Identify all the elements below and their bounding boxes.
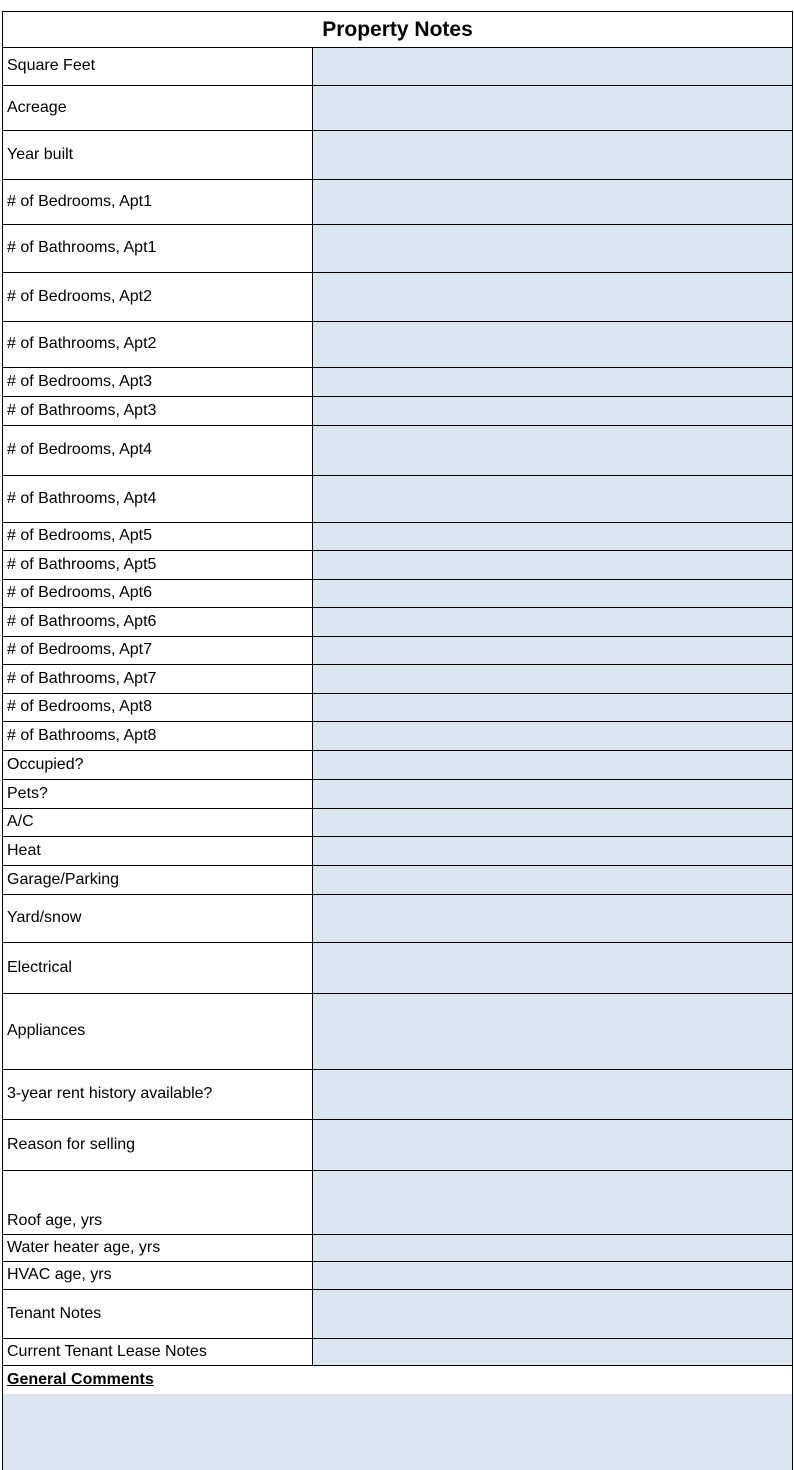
table-row	[3, 225, 792, 273]
table-row	[3, 551, 792, 580]
row-label-cell	[3, 1262, 313, 1289]
row-label: # of Bathrooms, Apt4	[7, 489, 157, 507]
row-value-cell[interactable]	[313, 665, 792, 693]
table-row	[3, 866, 792, 895]
table-row	[3, 273, 792, 322]
table-row	[3, 637, 792, 665]
row-label-cell	[3, 86, 313, 130]
row-label: # of Bedrooms, Apt3	[7, 372, 152, 390]
row-label: Year built	[7, 145, 74, 163]
row-value-cell[interactable]	[313, 809, 792, 836]
table-row	[3, 476, 792, 523]
row-label: Pets?	[7, 784, 48, 802]
table-row	[3, 943, 792, 994]
row-label: Reason for selling	[7, 1135, 136, 1153]
row-label-cell	[3, 1290, 313, 1338]
table-row	[3, 1290, 792, 1339]
table-row	[3, 1120, 792, 1171]
table-row	[3, 895, 792, 943]
row-label: # of Bedrooms, Apt1	[7, 192, 152, 210]
row-label-cell	[3, 780, 313, 808]
table-row	[3, 665, 792, 694]
row-label-cell	[3, 1171, 313, 1234]
row-value-cell[interactable]	[313, 273, 792, 321]
row-label: Electrical	[7, 958, 72, 976]
row-label-cell	[3, 580, 313, 607]
table-row	[3, 580, 792, 608]
row-value-cell[interactable]	[313, 994, 792, 1069]
table-row	[3, 1171, 792, 1235]
row-label-cell	[3, 809, 313, 836]
row-label-cell	[3, 273, 313, 321]
row-value-cell[interactable]	[313, 551, 792, 579]
row-label: # of Bedrooms, Apt7	[7, 641, 152, 659]
row-value-cell[interactable]	[313, 694, 792, 721]
row-value-cell[interactable]	[313, 637, 792, 664]
table-row	[3, 368, 792, 397]
row-label-cell	[3, 866, 313, 894]
row-label: # of Bathrooms, Apt1	[7, 239, 157, 257]
row-label: Water heater age, yrs	[7, 1238, 161, 1256]
row-label: Yard/snow	[7, 909, 82, 927]
row-label-cell	[3, 608, 313, 636]
row-value-cell[interactable]	[313, 397, 792, 425]
row-label: Heat	[7, 841, 41, 859]
row-value-cell[interactable]	[313, 608, 792, 636]
table-rows-container	[3, 48, 792, 1366]
row-label-cell	[3, 943, 313, 993]
row-value-cell[interactable]	[313, 943, 792, 993]
row-label-cell	[3, 368, 313, 396]
row-label: Acreage	[7, 98, 67, 116]
row-label: Occupied?	[7, 755, 84, 773]
table-row	[3, 523, 792, 551]
row-label: # of Bedrooms, Apt5	[7, 527, 152, 545]
row-label-cell	[3, 722, 313, 750]
table-row	[3, 131, 792, 180]
row-value-cell[interactable]	[313, 580, 792, 607]
page-title: Property Notes	[322, 17, 473, 41]
row-label: # of Bathrooms, Apt8	[7, 726, 157, 744]
row-value-cell[interactable]	[313, 86, 792, 130]
row-label: # of Bathrooms, Apt3	[7, 401, 157, 419]
row-value-cell[interactable]	[313, 722, 792, 750]
row-value-cell[interactable]	[313, 1171, 792, 1234]
row-label: Square Feet	[7, 57, 96, 75]
row-value-cell[interactable]	[313, 368, 792, 396]
table-row	[3, 694, 792, 722]
row-value-cell[interactable]	[313, 1290, 792, 1338]
general-comments-row	[3, 1366, 792, 1394]
row-label: # of Bathrooms, Apt7	[7, 669, 157, 687]
table-row	[3, 1235, 792, 1262]
row-label: # of Bedrooms, Apt8	[7, 698, 152, 716]
row-label-cell	[3, 1120, 313, 1170]
table-header-row	[3, 12, 792, 48]
table-row	[3, 397, 792, 426]
row-label: # of Bedrooms, Apt2	[7, 287, 152, 305]
row-label: # of Bedrooms, Apt6	[7, 584, 152, 602]
row-label-cell	[3, 322, 313, 367]
row-label-cell	[3, 837, 313, 865]
row-label-cell	[3, 180, 313, 224]
row-label: A/C	[7, 813, 34, 831]
table-row	[3, 1339, 792, 1366]
row-label-cell	[3, 665, 313, 693]
row-label-cell	[3, 225, 313, 272]
row-label: Current Tenant Lease Notes	[7, 1342, 207, 1360]
row-label: # of Bathrooms, Apt6	[7, 612, 157, 630]
row-value-cell[interactable]	[313, 780, 792, 808]
row-label-cell	[3, 48, 313, 85]
property-notes-table	[2, 11, 793, 1470]
row-label-cell	[3, 426, 313, 475]
row-label-cell	[3, 476, 313, 522]
row-value-cell[interactable]	[313, 866, 792, 894]
table-row	[3, 608, 792, 637]
row-label: 3-year rent history available?	[7, 1085, 213, 1103]
row-label: Garage/Parking	[7, 870, 120, 888]
table-row	[3, 780, 792, 809]
row-label-cell	[3, 994, 313, 1069]
row-value-cell[interactable]	[313, 180, 792, 224]
row-value-cell[interactable]	[313, 523, 792, 550]
row-label: # of Bathrooms, Apt2	[7, 335, 157, 353]
table-row	[3, 837, 792, 866]
table-row	[3, 1262, 792, 1290]
row-value-cell[interactable]	[313, 48, 792, 85]
row-label-cell	[3, 551, 313, 579]
row-value-cell[interactable]	[313, 751, 792, 779]
row-value-cell[interactable]	[313, 322, 792, 367]
table-row	[3, 426, 792, 476]
row-value-cell[interactable]	[313, 476, 792, 522]
row-value-cell[interactable]	[313, 1070, 792, 1119]
table-row	[3, 722, 792, 751]
row-value-cell[interactable]	[313, 1235, 792, 1261]
table-row	[3, 1070, 792, 1120]
row-value-cell[interactable]	[313, 1262, 792, 1289]
row-label: # of Bathrooms, Apt5	[7, 555, 157, 573]
row-value-cell[interactable]	[313, 426, 792, 475]
table-row	[3, 48, 792, 86]
table-row	[3, 751, 792, 780]
row-label-cell	[3, 131, 313, 179]
row-value-cell[interactable]	[313, 225, 792, 272]
row-value-cell[interactable]	[313, 895, 792, 942]
row-label-cell	[3, 895, 313, 942]
general-comments-area[interactable]	[3, 1394, 792, 1470]
row-label-cell	[3, 1339, 313, 1365]
row-label-cell	[3, 751, 313, 779]
table-row	[3, 994, 792, 1070]
row-label: Appliances	[7, 1022, 86, 1040]
general-comments-label: General Comments	[7, 1371, 154, 1388]
row-label: HVAC age, yrs	[7, 1266, 112, 1284]
row-label-cell	[3, 1070, 313, 1119]
row-value-cell[interactable]	[313, 1120, 792, 1170]
row-value-cell[interactable]	[313, 131, 792, 179]
row-label-cell	[3, 523, 313, 550]
row-label-cell	[3, 1235, 313, 1261]
row-label-cell	[3, 694, 313, 721]
row-value-cell[interactable]	[313, 1339, 792, 1365]
row-label: # of Bedrooms, Apt4	[7, 441, 152, 459]
table-row	[3, 322, 792, 368]
row-value-cell[interactable]	[313, 837, 792, 865]
table-row	[3, 809, 792, 837]
table-row	[3, 86, 792, 131]
row-label-cell	[3, 637, 313, 664]
row-label-cell	[3, 397, 313, 425]
row-label: Tenant Notes	[7, 1304, 102, 1322]
row-label: Roof age, yrs	[7, 1211, 103, 1229]
table-row	[3, 180, 792, 225]
